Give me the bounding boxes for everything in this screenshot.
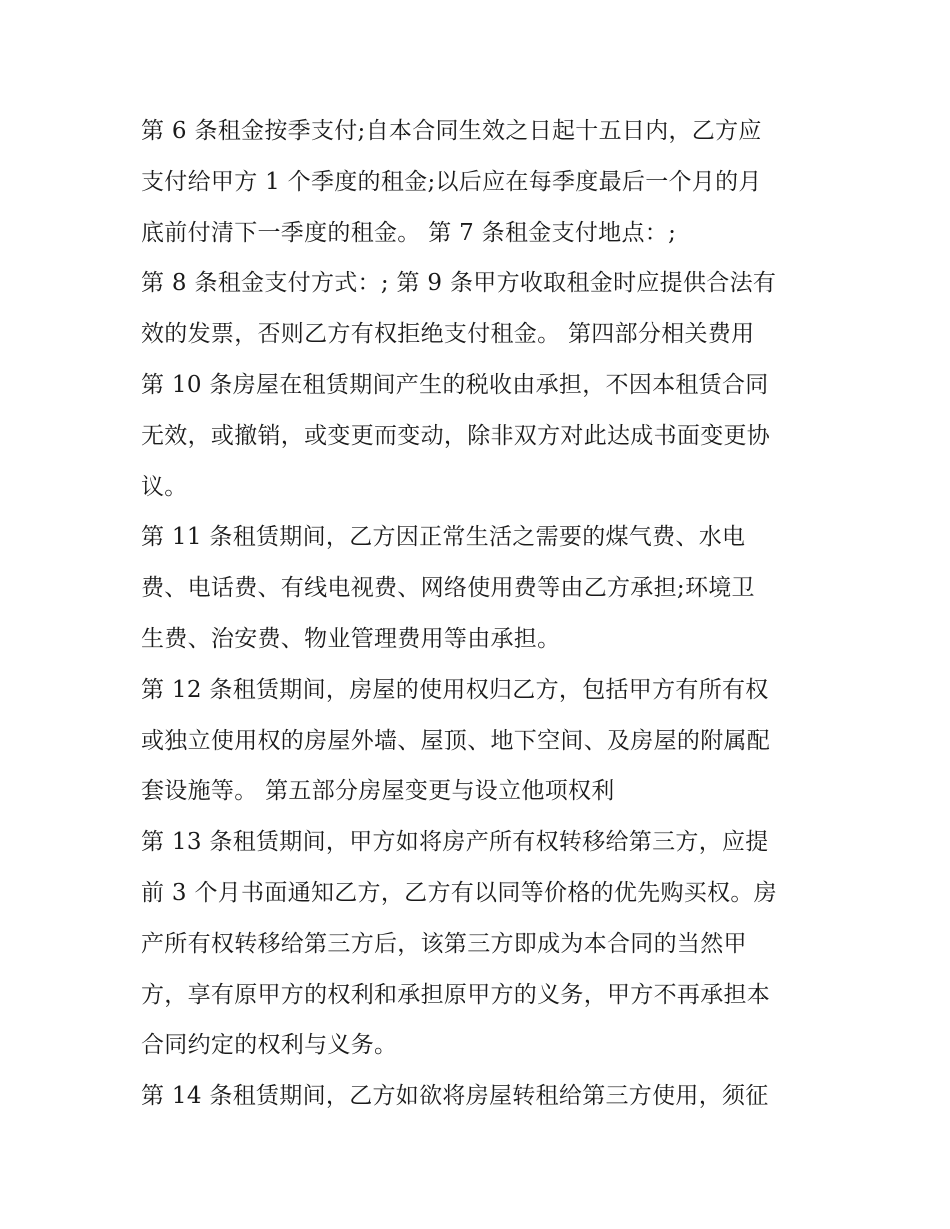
text-line: 底前付清下一季度的租金。 第 7 条租金支付地点：; bbox=[141, 219, 677, 246]
text-line: 议。 bbox=[141, 473, 188, 500]
text-line: 第 8 条租金支付方式：; 第 9 条甲方收取租金时应提供合法有 bbox=[141, 270, 777, 297]
text-line: 第 10 条房屋在租赁期间产生的税收由承担，不因本租赁合同 bbox=[141, 371, 769, 398]
text-line: 或独立使用权的房屋外墙、屋顶、地下空间、及房屋的附属配 bbox=[141, 727, 771, 754]
text-line: 第 14 条租赁期间，乙方如欲将房屋转租给第三方使用，须征 bbox=[141, 1083, 769, 1110]
text-line: 合同约定的权利与义务。 bbox=[141, 1032, 398, 1059]
text-line: 第 6 条租金按季支付;自本合同生效之日起十五日内，乙方应 bbox=[141, 118, 762, 144]
text-line: 第 11 条租赁期间，乙方因正常生活之需要的煤气费、水电 bbox=[141, 524, 746, 551]
text-line: 无效，或撤销，或变更而变动，除非双方对此达成书面变更协 bbox=[141, 422, 771, 449]
text-line: 支付给甲方 1 个季度的租金;以后应在每季度最后一个月的月 bbox=[141, 168, 762, 195]
text-line: 生费、治安费、物业管理费用等由承担。 bbox=[141, 625, 561, 652]
text-line: 产所有权转移给第三方后，该第三方即成为本合同的当然甲 bbox=[141, 930, 747, 957]
text-line: 方，享有原甲方的权利和承担原甲方的义务，甲方不再承担本 bbox=[141, 981, 771, 1008]
text-line: 前 3 个月书面通知乙方，乙方有以同等价格的优先购买权。房 bbox=[141, 879, 777, 906]
text-line: 第 12 条租赁期间，房屋的使用权归乙方，包括甲方有所有权 bbox=[141, 676, 769, 703]
text-line: 效的发票，否则乙方有权拒绝支付租金。 第四部分相关费用 bbox=[141, 321, 755, 348]
document-body bbox=[141, 106, 821, 1122]
text-line: 费、电话费、有线电视费、网络使用费等由乙方承担;环境卫 bbox=[141, 575, 755, 602]
text-line: 第 13 条租赁期间，甲方如将房产所有权转移给第三方，应提 bbox=[141, 829, 769, 856]
text-line: 套设施等。 第五部分房屋变更与设立他项权利 bbox=[141, 778, 615, 805]
